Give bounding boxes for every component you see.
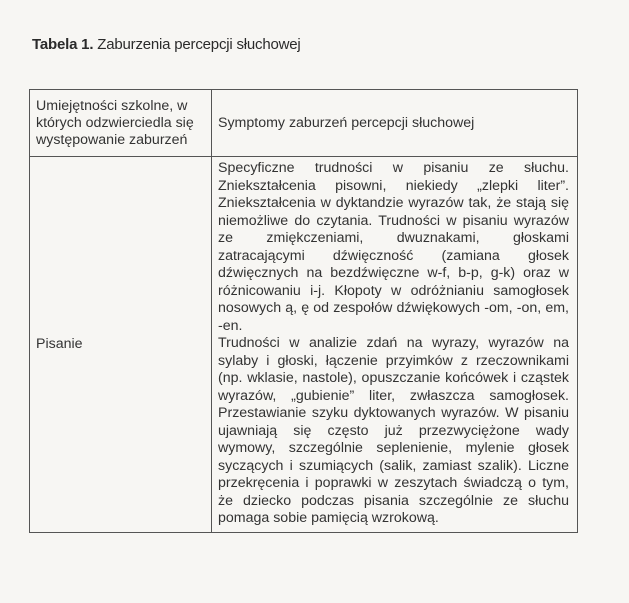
caption-title: Zaburzenia percepcji słuchowej <box>97 36 301 53</box>
symptoms-cell <box>212 157 578 533</box>
symptoms-table <box>29 89 578 533</box>
table-header-row <box>30 90 578 157</box>
column-header-skills: Umiejętności szkolne, w których odzwierciedla się występowanie zaburzeń <box>30 90 212 157</box>
table-row <box>30 157 578 533</box>
symptoms-paragraph-2: Trudności w analizie zdań na wyrazy, wyrazów na sylaby i głoski, łączenie przyimków z rzeczownikami (np. wklasie, nastole), opuszczanie końcówek i cząstek wyrazów, „gubienie” liter, zwłaszcza samogłosek. Przestawianie szyku dyktowanych wyrazów. W pisaniu ujawniają się często już przezwyciężone wady wymowy, szczególnie seplenienie, mylenie głosek syczących i szumiących (salik, zamiast szalik). Liczne przekręcenia i poprawki w zeszytach świadczą o tym, że dziecko podczas pisania szczególnie ze słuchu pomaga sobie pamięcią wzrokową. <box>218 335 569 526</box>
symptoms-paragraph-1: Specyficzne trudności w pisaniu ze słuchu. Zniekształcenia pisowni, niekiedy „zlepki liter”. Zniekształcenia w dyktandzie wyrazów tak, że stają się niemożliwe do czytania. Trudności w pisaniu wyrazów ze zmiękczeniami, dwuznakami, głoskami zatracającymi dźwięczność (zamiana głosek dźwięcznych na bezdźwięczne w-f, b-p, g-k) oraz w różnicowaniu i-j. Kłopoty w odróżnianiu samogłosek nosowych ą, ę od zespołów dźwiękowych -om, -on, em, -en. <box>218 160 569 334</box>
caption-label: Tabela 1. <box>32 36 94 53</box>
table-caption <box>32 36 301 53</box>
skill-cell: Pisanie <box>30 157 212 533</box>
column-header-symptoms: Symptomy zaburzeń percepcji słuchowej <box>212 90 578 157</box>
